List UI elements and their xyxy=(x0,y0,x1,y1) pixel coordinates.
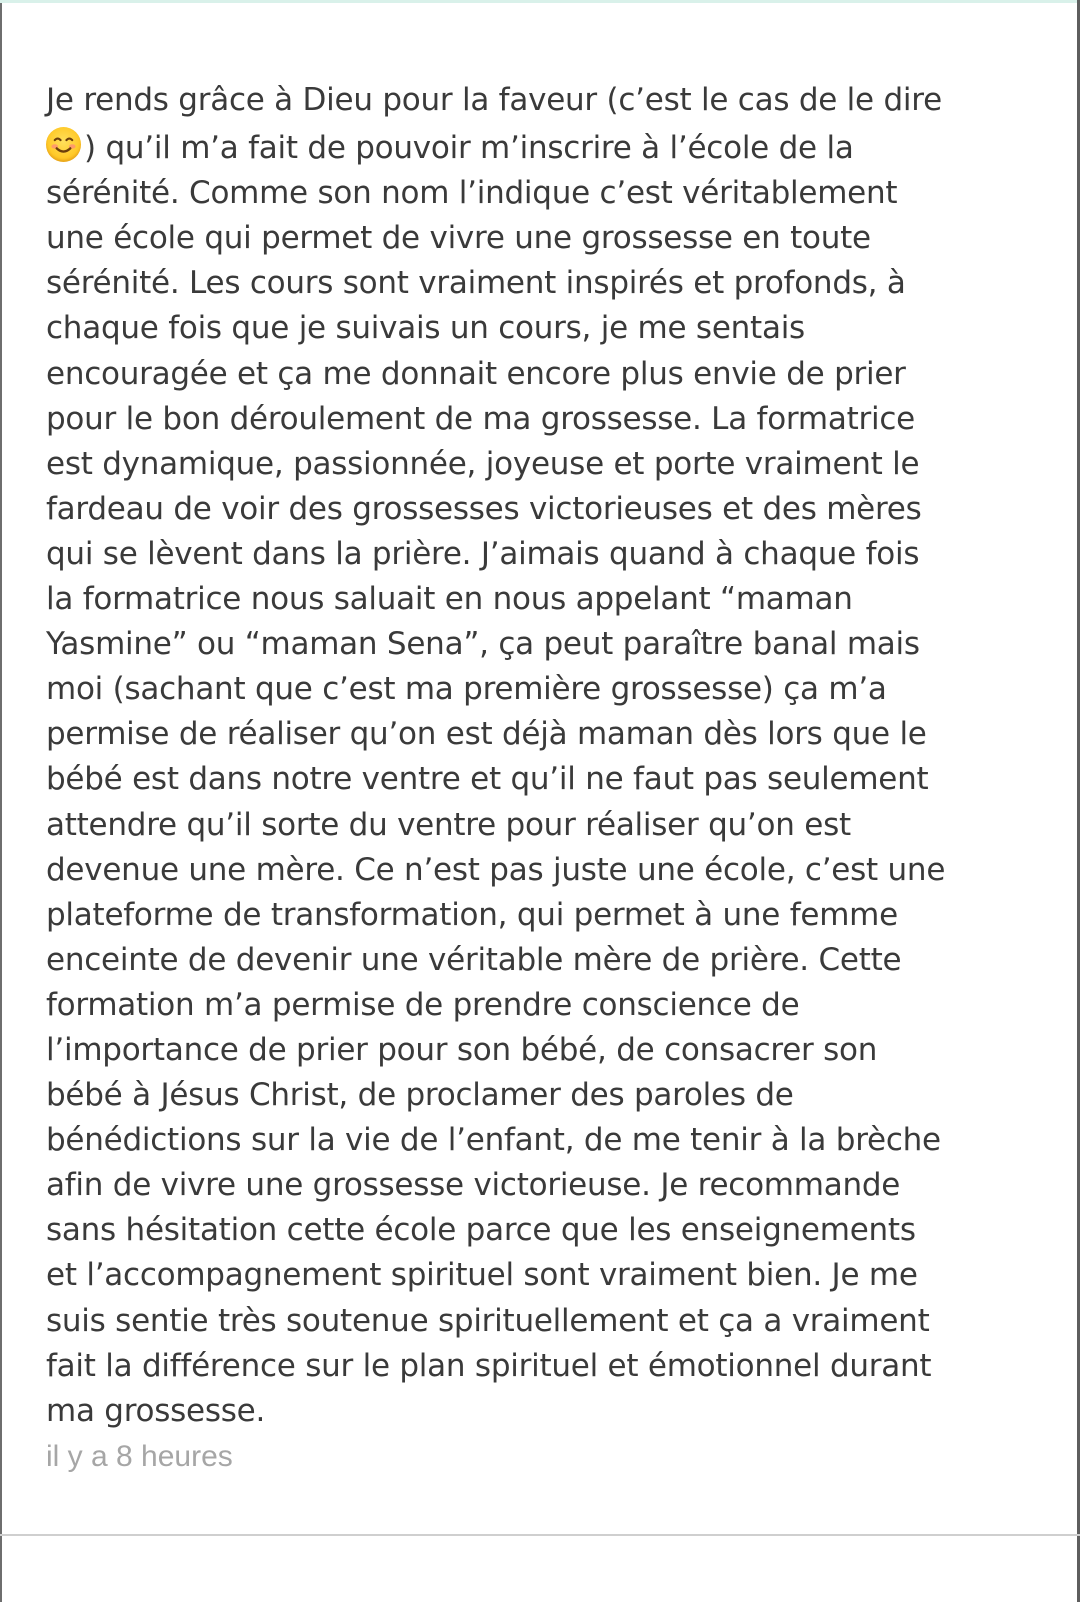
review-text-part-1: Je rends grâce à Dieu pour la faveur (c’est le cas de le dire xyxy=(46,82,942,118)
review-text xyxy=(46,78,1058,1434)
top-edge xyxy=(0,0,1080,3)
review-timestamp: il y a 8 heures xyxy=(46,1439,233,1473)
smiling-face-icon xyxy=(46,127,81,162)
review-card xyxy=(46,78,1058,1474)
divider xyxy=(0,1534,1080,1536)
review-text-part-2: ) qu’il m’a fait de pouvoir m’inscrire à l’école de la sérénité. Comme son nom l’indique c’est véritablement une école qui permet de vivre une grossesse en toute sérénité. Les cours sont vraiment inspirés et profonds, à chaque fois que je suivais un cours, je me sentais encouragée et ça me donnait encore plus envie de prier pour le bon déroulement de ma grossesse. La formatrice est dynamique, passionnée, joyeuse et porte vraiment le fardeau de voir des grossesses victorieuses et des mères qui se lèvent dans la prière. J’aimais quand à chaque fois la formatrice nous saluait en nous appelant “maman Yasmine” ou “maman Sena”, ça peut paraître banal mais moi (sachant que c’est ma première grossesse) ça m’a permise de réaliser qu’on est déjà maman dès lors que le bébé est dans notre ventre et qu’il ne faut pas seulement attendre qu’il sorte du ventre pour réaliser qu’on est devenue une mère. Ce n’est pas juste une école, c’est une plateforme de transformation, qui permet à une femme enceinte de devenir une véritable mère de prière. Cette formation m’a permise de prendre conscience de l’importance de prier pour son bébé, de consacrer son bébé à Jésus Christ, de proclamer des paroles de bénédictions sur la vie de l’enfant, de me tenir à la brèche afin de vivre une grossesse victorieuse. Je recommande sans hésitation cette école parce que les enseignements et l’accompagnement spirituel sont vraiment bien. Je me suis sentie très soutenue spirituellement et ça a vraiment fait la différence sur le plan spirituel et émotionnel durant ma grossesse. xyxy=(46,130,946,1429)
